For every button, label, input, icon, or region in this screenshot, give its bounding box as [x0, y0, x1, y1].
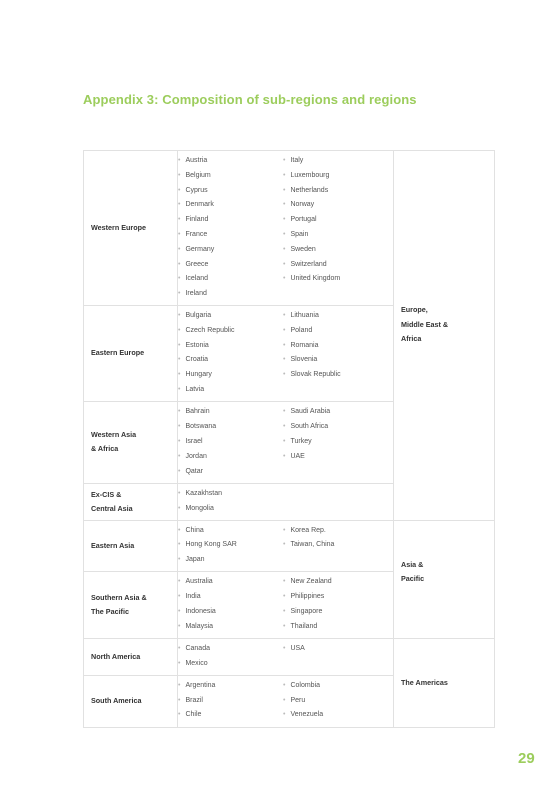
country-name: Philippines [290, 593, 325, 601]
country-name: Italy [290, 157, 304, 164]
list-item [283, 258, 393, 273]
table-row [84, 520, 495, 571]
bullet-icon: • [178, 681, 181, 689]
country-list [178, 309, 286, 398]
list-item [283, 154, 393, 169]
country-cell [178, 520, 394, 571]
country-name: Bahrain [185, 408, 210, 416]
country-cell [178, 305, 394, 401]
country-column [178, 154, 286, 302]
country-name: Spain [290, 230, 309, 238]
list-item [283, 339, 393, 354]
country-list [283, 405, 393, 464]
country-name: Hong Kong SAR [185, 541, 237, 549]
country-name: Jordan [185, 452, 207, 460]
bullet-icon: • [178, 275, 181, 283]
list-item [283, 198, 393, 213]
country-name: Colombia [290, 681, 321, 689]
country-name: Portugal [290, 216, 317, 224]
bullet-icon: • [283, 341, 286, 349]
subregion-label: Western Europe [84, 151, 178, 306]
list-item [178, 368, 286, 383]
list-item [178, 243, 286, 258]
country-name: Denmark [185, 201, 214, 209]
list-item [283, 620, 393, 635]
list-item [178, 272, 286, 287]
list-item [283, 524, 393, 539]
subregion-label: South America [84, 675, 178, 727]
country-column [283, 405, 393, 479]
country-name: Sweden [290, 245, 316, 253]
country-name: Malaysia [185, 622, 214, 630]
bullet-icon: • [283, 245, 286, 253]
list-item [178, 694, 286, 709]
country-name: Australia [185, 578, 213, 586]
list-item [283, 169, 393, 184]
country-name: Turkey [290, 438, 312, 446]
country-list [178, 642, 286, 672]
list-item [178, 450, 286, 465]
list-item [178, 324, 286, 339]
country-column [283, 575, 393, 634]
table-row [84, 638, 495, 675]
bullet-icon: • [283, 171, 286, 179]
bullet-icon: • [178, 644, 181, 652]
list-item [283, 353, 393, 368]
country-list [178, 575, 286, 634]
country-name: United Kingdom [290, 275, 341, 283]
table-row [84, 151, 495, 306]
country-column [178, 642, 286, 672]
bullet-icon: • [283, 711, 286, 719]
country-name: Qatar [185, 467, 203, 475]
bullet-icon: • [178, 356, 181, 364]
subregion-label: Ex-CIS & Central Asia [84, 483, 178, 520]
list-item [178, 553, 283, 568]
country-cell [178, 675, 394, 727]
country-list [283, 309, 393, 383]
country-column [283, 524, 393, 568]
page-number: 29 [518, 750, 535, 767]
region-label-emea: Europe, Middle East & Africa [394, 151, 495, 521]
region-label-apac: Asia & Pacific [394, 520, 495, 638]
bullet-icon: • [283, 696, 286, 704]
list-item [178, 339, 286, 354]
bullet-icon: • [178, 290, 181, 298]
country-column [178, 405, 286, 479]
bullet-icon: • [178, 556, 181, 564]
bullet-icon: • [178, 526, 181, 534]
bullet-icon: • [178, 607, 181, 615]
subregion-label: Southern Asia & The Pacific [84, 571, 178, 638]
bullet-icon: • [283, 186, 286, 194]
country-name: UAE [290, 452, 305, 460]
list-item [178, 657, 283, 672]
bullet-icon: • [178, 186, 181, 194]
bullet-icon: • [283, 312, 286, 320]
bullet-icon: • [283, 230, 286, 238]
country-name: Greece [185, 260, 209, 268]
country-name: Switzerland [290, 260, 327, 268]
list-item [283, 642, 393, 657]
country-name: Peru [290, 696, 306, 704]
country-name: India [185, 593, 201, 601]
bullet-icon: • [283, 622, 286, 630]
country-column [178, 575, 286, 634]
country-name: Taiwan, China [290, 541, 335, 549]
bullet-icon: • [178, 245, 181, 253]
bullet-icon: • [178, 171, 181, 179]
bullet-icon: • [283, 326, 286, 334]
country-name: France [185, 230, 208, 238]
country-list [178, 405, 286, 479]
region-composition-table [83, 150, 495, 728]
country-list [283, 679, 393, 723]
bullet-icon: • [178, 157, 181, 164]
list-item [283, 368, 393, 383]
bullet-icon: • [283, 423, 286, 431]
country-column [283, 642, 393, 672]
list-item [283, 272, 393, 287]
bullet-icon: • [283, 644, 286, 652]
country-list [283, 524, 393, 554]
country-cell [178, 638, 394, 675]
list-item [283, 228, 393, 243]
country-list [178, 154, 286, 302]
list-item [283, 590, 393, 605]
bullet-icon: • [178, 659, 181, 667]
bullet-icon: • [283, 216, 286, 224]
country-name: Luxembourg [290, 171, 330, 179]
bullet-icon: • [283, 260, 286, 268]
bullet-icon: • [178, 504, 181, 512]
country-name: Botswana [185, 423, 217, 431]
bullet-icon: • [283, 201, 286, 209]
list-item [283, 575, 393, 590]
country-name: Hungary [185, 371, 212, 379]
bullet-icon: • [178, 408, 181, 416]
country-name: Lithuania [290, 312, 319, 320]
list-item [283, 184, 393, 199]
list-item [283, 605, 393, 620]
bullet-icon: • [178, 489, 181, 497]
bullet-icon: • [178, 541, 181, 549]
bullet-icon: • [283, 578, 286, 586]
list-item [178, 184, 286, 199]
country-column [283, 487, 393, 517]
country-name: Poland [290, 326, 313, 334]
country-name: Chile [185, 711, 202, 719]
country-column [178, 309, 286, 398]
country-column [178, 487, 283, 517]
country-name: Singapore [290, 607, 323, 615]
bullet-icon: • [178, 593, 181, 601]
country-cell [178, 483, 394, 520]
list-item [178, 524, 286, 539]
bullet-icon: • [178, 216, 181, 224]
country-name: Canada [185, 644, 210, 652]
list-item [178, 154, 286, 169]
bullet-icon: • [178, 386, 181, 394]
bullet-icon: • [178, 230, 181, 238]
country-column [283, 154, 393, 302]
country-name: Cyprus [185, 186, 208, 194]
list-item [178, 435, 286, 450]
country-name: Ireland [185, 290, 207, 298]
country-name: Mongolia [185, 504, 214, 512]
country-name: Estonia [185, 341, 209, 349]
country-list [178, 487, 283, 517]
bullet-icon: • [283, 541, 286, 549]
country-name: New Zealand [290, 578, 332, 586]
bullet-icon: • [283, 371, 286, 379]
bullet-icon: • [283, 408, 286, 416]
list-item [178, 538, 286, 553]
list-item [283, 450, 393, 465]
list-item [178, 353, 286, 368]
country-name: Finland [185, 216, 209, 224]
list-item [283, 324, 393, 339]
list-item [283, 435, 393, 450]
bullet-icon: • [283, 681, 286, 689]
bullet-icon: • [283, 356, 286, 364]
list-item [178, 708, 286, 723]
country-name: Slovak Republic [290, 371, 341, 379]
country-name: Korea Rep. [290, 526, 326, 534]
country-name: South Africa [290, 423, 329, 431]
country-name: Saudi Arabia [290, 408, 331, 416]
country-name: Brazil [185, 696, 203, 704]
subregion-label: Eastern Asia [84, 520, 178, 571]
list-item [283, 405, 393, 420]
country-name: Thailand [290, 622, 318, 630]
country-name: Bulgaria [185, 312, 212, 320]
country-list [283, 575, 393, 634]
list-item [283, 694, 393, 709]
bullet-icon: • [178, 696, 181, 704]
list-item [283, 213, 393, 228]
country-cell [178, 151, 394, 306]
list-item [178, 258, 286, 273]
country-column [283, 309, 393, 398]
subregion-label: Eastern Europe [84, 305, 178, 401]
list-item [178, 487, 283, 502]
list-item [178, 679, 286, 694]
bullet-icon: • [178, 201, 181, 209]
country-name: Latvia [185, 386, 205, 394]
list-item [178, 420, 286, 435]
list-item [178, 228, 286, 243]
list-item [283, 679, 393, 694]
country-name: Kazakhstan [185, 489, 223, 497]
list-item [178, 502, 283, 517]
country-column [283, 679, 393, 723]
country-name: Slovenia [290, 356, 318, 364]
country-list [178, 679, 286, 723]
country-list [178, 524, 286, 568]
country-name: Austria [185, 157, 208, 164]
bullet-icon: • [178, 467, 181, 475]
country-list [283, 154, 393, 287]
list-item [283, 309, 393, 324]
country-cell [178, 401, 394, 483]
country-name: Japan [185, 556, 205, 564]
list-item [283, 420, 393, 435]
country-name: Mexico [185, 659, 208, 667]
bullet-icon: • [283, 157, 286, 164]
bullet-icon: • [283, 452, 286, 460]
bullet-icon: • [178, 711, 181, 719]
list-item [178, 383, 283, 398]
list-item [178, 605, 286, 620]
country-list [283, 642, 393, 657]
bullet-icon: • [178, 260, 181, 268]
list-item [283, 538, 393, 553]
bullet-icon: • [178, 371, 181, 379]
country-name: Netherlands [290, 186, 329, 194]
country-name: Czech Republic [185, 326, 235, 334]
bullet-icon: • [178, 423, 181, 431]
bullet-icon: • [178, 622, 181, 630]
bullet-icon: • [178, 578, 181, 586]
bullet-icon: • [178, 312, 181, 320]
bullet-icon: • [283, 526, 286, 534]
list-item [178, 620, 286, 635]
list-item [178, 309, 286, 324]
bullet-icon: • [283, 607, 286, 615]
page-title: Appendix 3: Composition of sub-regions and regions [83, 92, 417, 107]
country-name: Croatia [185, 356, 209, 364]
country-name: Belgium [185, 171, 211, 179]
country-name: Romania [290, 341, 319, 349]
country-cell [178, 571, 394, 638]
country-column [178, 679, 286, 723]
list-item [283, 708, 393, 723]
bullet-icon: • [178, 438, 181, 446]
country-name: Iceland [185, 275, 209, 283]
country-name: Germany [185, 245, 215, 253]
country-name: Venezuela [290, 711, 324, 719]
list-item [178, 287, 283, 302]
list-item [178, 213, 286, 228]
bullet-icon: • [283, 275, 286, 283]
list-item [178, 198, 286, 213]
list-item [178, 405, 286, 420]
list-item [178, 575, 286, 590]
bullet-icon: • [283, 438, 286, 446]
subregion-label: North America [84, 638, 178, 675]
region-label-americas: The Americas [394, 638, 495, 727]
country-name: Argentina [185, 681, 216, 689]
list-item [178, 465, 283, 480]
bullet-icon: • [178, 452, 181, 460]
list-item [178, 642, 286, 657]
country-name: Indonesia [185, 607, 216, 615]
list-item [178, 590, 286, 605]
country-column [178, 524, 286, 568]
list-item [178, 169, 286, 184]
bullet-icon: • [283, 593, 286, 601]
list-item [283, 243, 393, 258]
bullet-icon: • [178, 341, 181, 349]
subregion-label: Western Asia & Africa [84, 401, 178, 483]
country-name: Israel [185, 438, 203, 446]
country-name: China [185, 526, 204, 534]
country-name: Norway [290, 201, 315, 209]
bullet-icon: • [178, 326, 181, 334]
country-name: USA [290, 644, 305, 652]
